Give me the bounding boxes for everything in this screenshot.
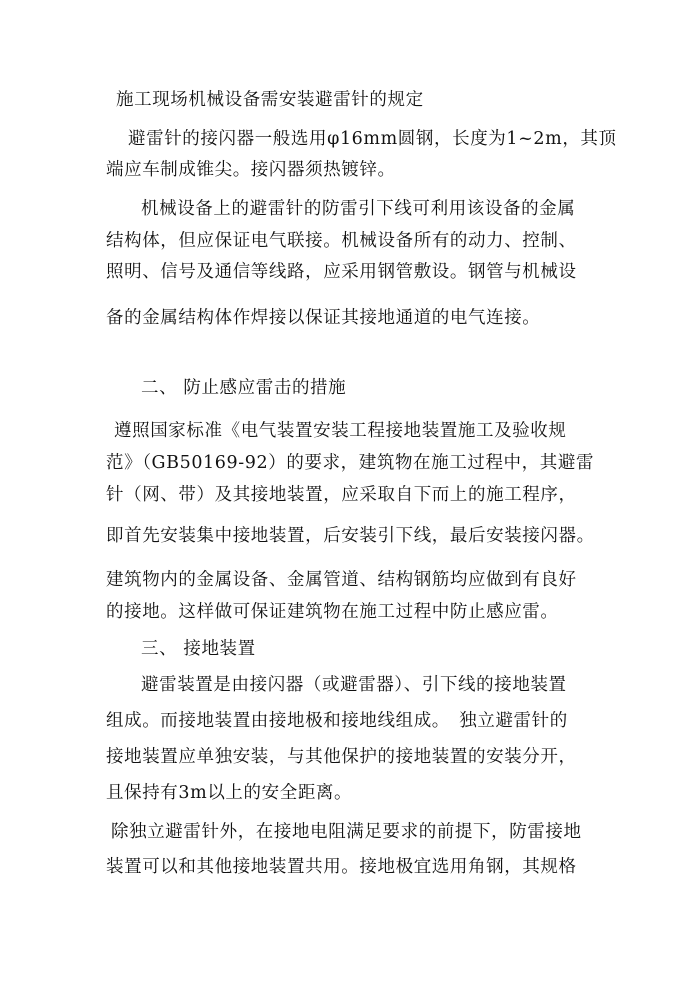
paragraph-line: 即首先安装集中接地装置，后安装引下线，最后安装接闪器。 xyxy=(106,526,595,546)
paragraph-line: 遵照国家标准《电气装置安装工程接地装置施工及验收规 xyxy=(114,421,567,441)
paragraph-line: 范》（GB50169-92）的要求，建筑物在施工过程中，其避雷 xyxy=(106,453,595,473)
paragraph-line: 建筑物内的金属设备、金属管道、结构钢筋均应做到有良好 xyxy=(106,570,577,590)
paragraph-line: 组成。而接地装置由接地极和接地线组成。 独立避雷针的 xyxy=(106,711,568,731)
paragraph-line: 的接地。这样做可保证建筑物在施工过程中防止感应雷。 xyxy=(106,602,559,622)
paragraph-line: 且保持有3m以上的安全距离。 xyxy=(106,783,353,803)
section-heading: 二、 防止感应雷击的措施 xyxy=(141,378,347,398)
paragraph-line: 避雷装置是由接闪器（或避雷器）、引下线的接地装置 xyxy=(141,675,567,695)
paragraph-line: 结构体，但应保证电气联接。机械设备所有的动力、控制、 xyxy=(106,231,577,251)
section-title: 施工现场机械设备需安装避雷针的规定 xyxy=(116,90,424,110)
section-heading: 三、 接地装置 xyxy=(141,639,256,659)
paragraph-line: 端应车制成锥尖。接闪器须热镀锌。 xyxy=(106,160,396,180)
paragraph-line: 接地装置应单独安装，与其他保护的接地装置的安装分开， xyxy=(106,747,577,767)
paragraph-line: 备的金属结构体作焊接以保证其接地通道的电气连接。 xyxy=(106,308,541,328)
paragraph-line: 机械设备上的避雷针的防雷引下线可利用该设备的金属 xyxy=(141,199,576,219)
paragraph-line: 除独立避雷针外，在接地电阻满足要求的前提下，防雷接地 xyxy=(111,822,582,842)
paragraph-line: 针（网、带）及其接地装置，应采取自下而上的施工程序， xyxy=(106,485,577,505)
paragraph-line: 避雷针的接闪器一般选用φ16mm圆钢，长度为1~2m，其顶 xyxy=(128,129,617,149)
paragraph-line: 装置可以和其他接地装置共用。接地极宜选用角钢，其规格 xyxy=(106,857,577,877)
paragraph-line: 照明、信号及通信等线路，应采用钢管敷设。钢管与机械设 xyxy=(106,262,577,282)
